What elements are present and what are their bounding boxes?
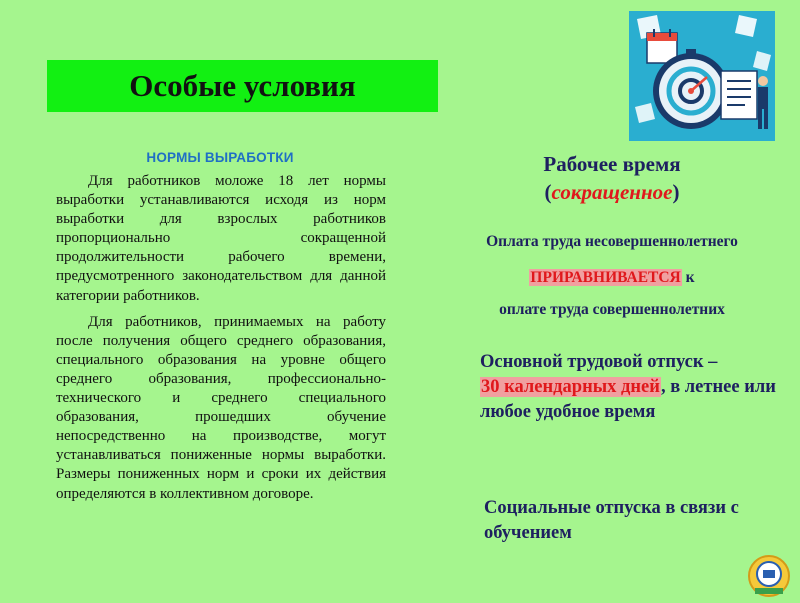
work-time-block xyxy=(444,150,780,206)
title-banner xyxy=(47,60,438,112)
norms-text xyxy=(56,172,386,511)
reduced-label: сокращенное xyxy=(551,180,673,204)
work-time-reduced: (сокращенное) xyxy=(544,180,680,204)
pay-line-3: оплате труда совершеннолетних xyxy=(499,301,725,318)
norms-paragraph-1: Для работников моложе 18 лет нормы выработки устанавливаются исходя из норм выработки для взрослых работников пропорционально сокращенной продолжительности рабочего времени, предусмотренного законодательством для данной категории работников. xyxy=(56,173,386,304)
equals-highlight: ПРИРАВНИВАЕТСЯ xyxy=(530,269,681,286)
norms-paragraph-2: Для работников, принимаемых на работу после получения общего среднего образования, специального образования на уровне общего среднего образования, профессионально-технического и среднего специального образования, прошедших обучение непосредственно на производстве, могут устанавливаться пониженные нормы выработки. Размеры пониженных норм и сроки их действия определяются в коллективном договоре. xyxy=(56,313,386,502)
clock-calendar-documents-illustration xyxy=(629,11,775,141)
vacation-days-highlight: 30 календарных дней xyxy=(481,377,660,397)
vacation-text: Основной трудовой отпуск – 30 календарных дней, в летнее или любое удобное время xyxy=(480,352,776,422)
work-time-label: Рабочее время xyxy=(543,152,681,176)
emblem-logo-icon xyxy=(747,554,791,598)
norms-heading: НОРМЫ ВЫРАБОТКИ xyxy=(146,150,294,165)
page-title: Особые условия xyxy=(129,68,356,103)
pay-line-1: Оплата труда несовершеннолетнего xyxy=(486,233,738,250)
social-leave-text: Социальные отпуска в связи с обучением xyxy=(484,498,739,543)
pay-line-2: ПРИРАВНИВАЕТСЯ к xyxy=(530,269,695,286)
clock-icon xyxy=(629,11,775,141)
